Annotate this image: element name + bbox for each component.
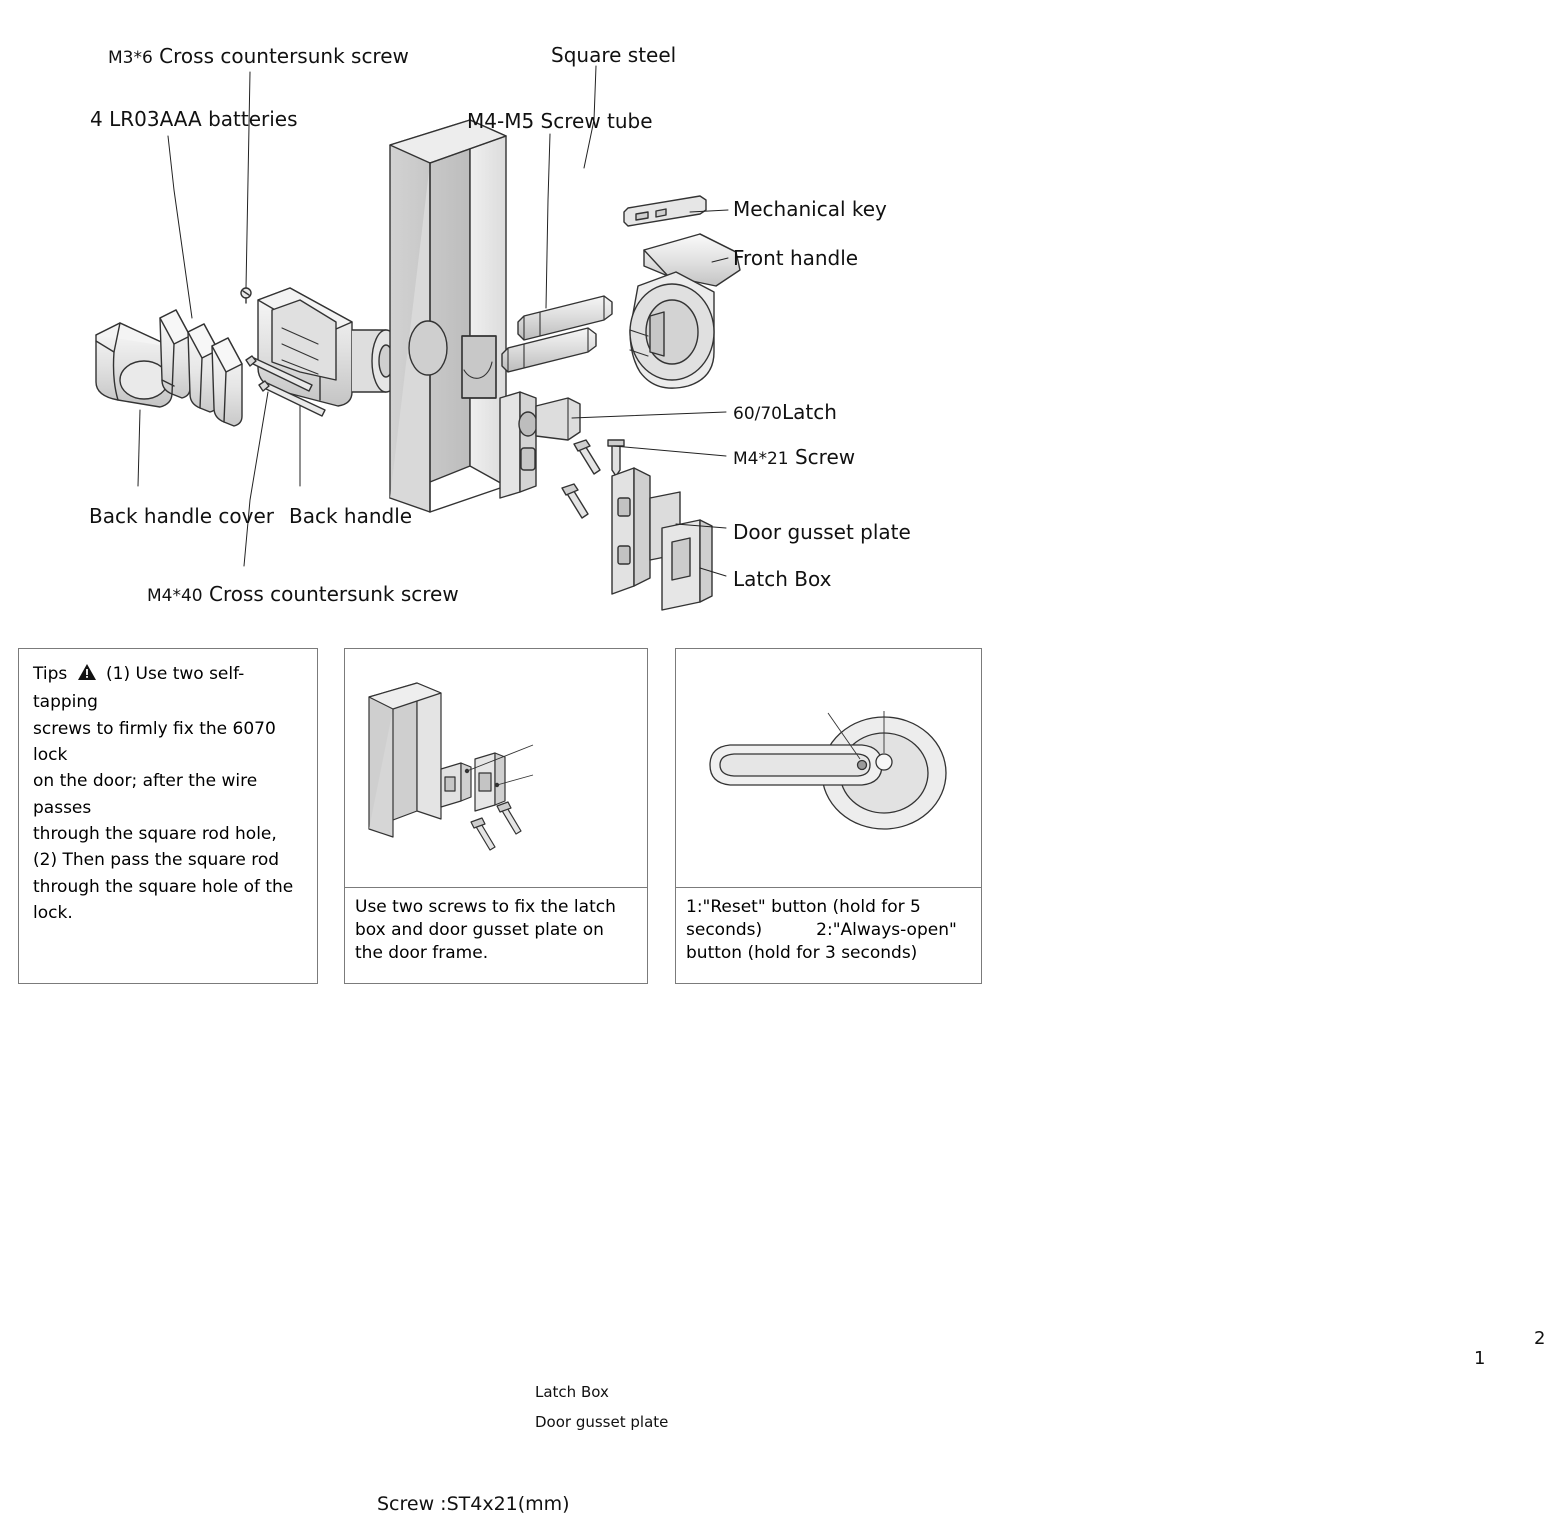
callout-m3x6-label: Cross countersunk screw xyxy=(159,44,409,68)
button-caption xyxy=(676,887,981,985)
callout-m3x6 xyxy=(108,45,409,69)
callout-m4x40 xyxy=(147,583,459,607)
callout-front-handle-label: Front handle xyxy=(733,246,859,270)
install-panel xyxy=(344,648,669,1515)
part-screw-tubes xyxy=(502,296,612,372)
button-marker-2 xyxy=(1534,1329,1545,1350)
warning-triangle-icon xyxy=(77,663,97,689)
part-front-handle xyxy=(630,234,740,388)
button-marker-2-text: 2 xyxy=(1534,1328,1545,1349)
callout-back-handle-label: Back handle xyxy=(289,504,413,528)
part-mechanical-key xyxy=(624,196,706,226)
button-marker-1 xyxy=(1474,1349,1485,1370)
callout-batteries xyxy=(90,108,298,131)
tips-line-5: (2) Then pass the square rod xyxy=(33,850,280,871)
tips-line-2: screws to firmly fix the 6070 lock xyxy=(33,718,276,766)
callout-square-steel xyxy=(551,44,676,67)
callout-batteries-label: 4 LR03AAA batteries xyxy=(90,107,298,131)
button-caption-line-2: seconds) 2:"Always-open" xyxy=(686,919,957,940)
install-caption-text: Use two screws to fix the latch box and door gusset plate on the door frame. xyxy=(355,897,616,963)
handle-buttons-illustration xyxy=(676,649,983,887)
install-label-latch-box xyxy=(535,1384,609,1401)
callout-screw-m4x21-label: Screw xyxy=(794,445,856,469)
callout-back-handle xyxy=(289,505,412,528)
callout-front-handle xyxy=(733,247,858,270)
callout-latch-spec: 60/70 xyxy=(733,404,782,424)
button-caption-line-1: 1:"Reset" button (hold for 5 xyxy=(686,897,921,917)
callout-m4x40-spec: M4*40 xyxy=(147,586,203,606)
part-m3x6-screw xyxy=(241,288,251,303)
part-latch xyxy=(500,392,580,498)
part-latch-box xyxy=(662,520,712,610)
callout-latch-label: Latch xyxy=(782,400,837,424)
part-batteries xyxy=(160,310,242,426)
callout-back-handle-cover xyxy=(89,505,274,528)
callout-back-handle-cover-label: Back handle cover xyxy=(89,504,275,528)
tips-line-3: on the door; after the wire passes xyxy=(33,771,258,818)
callout-square-steel-label: Square steel xyxy=(551,43,677,67)
tips-heading: Tips xyxy=(33,664,68,684)
tips-line-6: through the square hole of the xyxy=(33,876,294,897)
install-label-latch-box-text: Latch Box xyxy=(535,1383,609,1401)
install-screw-spec xyxy=(377,1494,570,1516)
tips-text-block xyxy=(19,649,317,938)
callout-door-gusset-plate xyxy=(733,521,911,544)
tips-panel xyxy=(18,648,318,984)
callout-screw-m4x21 xyxy=(733,446,855,470)
tips-line-7: lock. xyxy=(33,903,73,924)
callout-screw-tube-label: M4-M5 Screw tube xyxy=(467,109,653,133)
callout-mechanical-key-label: Mechanical key xyxy=(733,197,887,221)
install-illustration xyxy=(345,649,649,889)
tips-line-4: through the square rod hole, xyxy=(33,824,277,845)
callout-door-gusset-plate-label: Door gusset plate xyxy=(733,520,911,544)
callout-screw-tube xyxy=(467,110,653,133)
button-caption-line-3: button (hold for 3 seconds) xyxy=(686,942,918,963)
install-label-door-gusset-plate xyxy=(535,1414,668,1431)
callout-latch-box xyxy=(733,568,831,591)
tips-line-1: (1) Use two self-tapping xyxy=(33,664,245,713)
callout-mechanical-key xyxy=(733,198,887,221)
install-label-door-gusset-plate-text: Door gusset plate xyxy=(535,1413,669,1431)
install-screw-spec-text: Screw :ST4x21(mm) xyxy=(377,1493,570,1515)
part-door xyxy=(390,120,506,512)
button-marker-1-text: 1 xyxy=(1474,1348,1486,1369)
tips-heading-row xyxy=(33,661,303,716)
callout-m4x40-label: Cross countersunk screw xyxy=(208,582,459,606)
button-panel xyxy=(675,648,1545,1369)
callout-m3x6-spec: M3*6 xyxy=(108,48,153,68)
callout-latch-box-label: Latch Box xyxy=(733,567,832,591)
callout-screw-m4x21-spec: M4*21 xyxy=(733,449,789,469)
callout-latch xyxy=(733,401,837,425)
install-caption xyxy=(345,887,647,985)
